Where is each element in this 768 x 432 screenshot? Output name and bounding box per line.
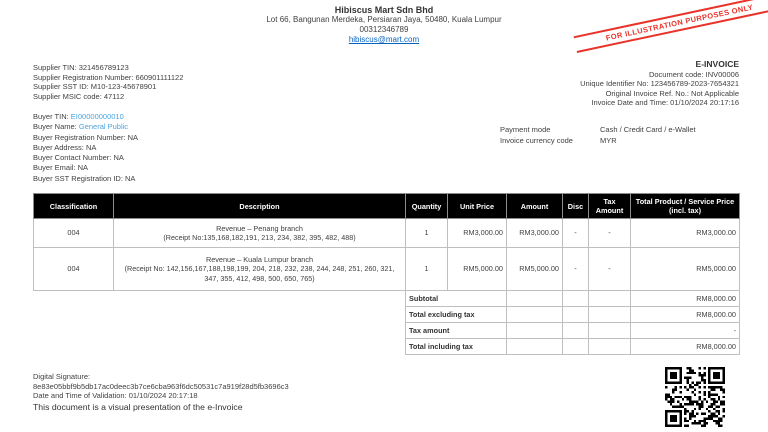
- table-header-row: [34, 194, 740, 219]
- buyer-name-label: Buyer Name:: [33, 122, 79, 132]
- cell-amount: RM5,000.00: [507, 248, 563, 291]
- buyer-sst-registration: [33, 174, 138, 184]
- cell-total: RM5,000.00: [631, 248, 740, 291]
- empty-cell: [563, 323, 589, 339]
- empty-cell: [507, 307, 563, 323]
- validation-date-time: Date and Time of Validation: 01/10/2024 20:17:18: [33, 391, 198, 401]
- buyer-email-label: Buyer Email:: [33, 163, 78, 173]
- col-amount: Amount: [507, 194, 563, 219]
- buyer-name: [33, 122, 138, 132]
- tax-amount-row: [34, 323, 740, 339]
- cell-unit-price: RM3,000.00: [448, 219, 507, 248]
- payment-mode-label: Payment mode: [500, 125, 551, 134]
- buyer-sst-value: NA: [124, 173, 136, 183]
- description-detail: (Receipt No:135,168,182,191, 213, 234, 382, 395, 482, 488): [163, 233, 356, 242]
- digital-signature-hash: 8e83e05bbf9b5db17ac0deec3b7ce6cba963f6dc50531c7a919f28d5fb3696c3: [33, 381, 289, 391]
- buyer-reg-label: Buyer Registration Number:: [33, 132, 128, 142]
- buyer-address: [33, 143, 138, 153]
- buyer-name-value: General Public: [78, 122, 129, 132]
- empty-cell: [563, 291, 589, 307]
- empty-cell: [589, 307, 631, 323]
- col-classification: Classification: [34, 194, 114, 219]
- currency-code-value: MYR: [600, 136, 617, 145]
- cell-amount: RM3,000.00: [507, 219, 563, 248]
- description-title: Revenue – Penang branch: [216, 223, 303, 233]
- tax-amount-value: -: [631, 323, 740, 339]
- buyer-reg-value: NA: [127, 132, 139, 142]
- total-including-tax-label: Total including tax: [406, 339, 507, 355]
- total-including-tax-row: [34, 339, 740, 355]
- qr-code: [665, 367, 725, 427]
- empty-cell: [589, 339, 631, 355]
- buyer-tin: [33, 112, 138, 122]
- description-detail: (Receipt No: 142,156,167,188,198,199, 204, 218, 232, 238, 244, 248, 251, 260, 321, 347, 355, 412, 498, 500, 650, 765): [124, 264, 395, 283]
- table-row: [34, 219, 740, 248]
- buyer-info: [33, 112, 138, 184]
- supplier-sst-id: Supplier SST ID: M10-123-45678901: [33, 82, 157, 92]
- total-including-tax-value: RM8,000.00: [631, 339, 740, 355]
- cell-tax-amount: -: [589, 248, 631, 291]
- buyer-email: [33, 163, 138, 173]
- col-description: Description: [114, 194, 406, 219]
- line-items-table: [33, 193, 740, 355]
- empty-cell: [507, 339, 563, 355]
- cell-classification: 004: [34, 219, 114, 248]
- col-quantity: Quantity: [406, 194, 448, 219]
- blank-cell: [34, 307, 406, 323]
- cell-classification: 004: [34, 248, 114, 291]
- payment-mode-row: [500, 124, 696, 135]
- supplier-info: [33, 63, 183, 101]
- illustration-stamp: FOR ILLUSTRATION PURPOSES ONLY: [574, 0, 768, 53]
- digital-signature-label: Digital Signature:: [33, 372, 91, 381]
- company-phone: 00312346789: [359, 25, 409, 34]
- subtotal-row: [34, 291, 740, 307]
- unique-identifier: Unique Identifier No: 123456789-2023-7654321: [580, 79, 739, 89]
- footer: [33, 372, 289, 413]
- buyer-sst-label: Buyer SST Registration ID:: [33, 173, 125, 183]
- cell-tax-amount: -: [589, 219, 631, 248]
- cell-description: [114, 248, 406, 291]
- tax-amount-label: Tax amount: [406, 323, 507, 339]
- payment-mode-value: Cash / Credit Card / e-Wallet: [600, 125, 696, 134]
- blank-cell: [34, 323, 406, 339]
- invoice-date-time: Invoice Date and Time: 01/10/2024 20:17:16: [591, 98, 739, 108]
- einvoice-title: E-INVOICE: [695, 59, 739, 69]
- supplier-registration-number: Supplier Registration Number: 660901111122: [33, 72, 184, 82]
- empty-cell: [589, 291, 631, 307]
- col-tax-amount: Tax Amount: [589, 194, 631, 219]
- subtotal-value: RM8,000.00: [631, 291, 740, 307]
- cell-disc: -: [563, 248, 589, 291]
- visual-presentation-note: This document is a visual presentation of the e-Invoice: [33, 402, 243, 413]
- cell-disc: -: [563, 219, 589, 248]
- einvoice-meta: [580, 60, 739, 108]
- qr-code-image: [665, 367, 725, 427]
- cell-description: [114, 219, 406, 248]
- buyer-email-value: NA: [77, 163, 89, 173]
- currency-code-row: [500, 135, 696, 146]
- blank-cell: [34, 339, 406, 355]
- description-title: Revenue – Kuala Lumpur branch: [205, 254, 314, 264]
- subtotal-label: Subtotal: [406, 291, 507, 307]
- company-email-link[interactable]: hibiscus@mart.com: [348, 35, 420, 44]
- empty-cell: [507, 323, 563, 339]
- col-total-price: Total Product / Service Price (incl. tax): [631, 194, 740, 219]
- document-code: Document code: INV00006: [648, 69, 739, 79]
- cell-quantity: 1: [406, 248, 448, 291]
- empty-cell: [563, 339, 589, 355]
- empty-cell: [589, 323, 631, 339]
- cell-quantity: 1: [406, 219, 448, 248]
- buyer-tin-value: EI00000000010: [70, 112, 124, 121]
- total-excluding-tax-value: RM8,000.00: [631, 307, 740, 323]
- original-invoice-ref: Original Invoice Ref. No.: Not Applicable: [605, 88, 739, 98]
- buyer-contact-number: [33, 153, 138, 163]
- total-excluding-tax-row: [34, 307, 740, 323]
- supplier-tin: Supplier TIN: 321456789123: [33, 63, 129, 72]
- buyer-address-label: Buyer Address:: [33, 142, 86, 152]
- currency-code-label: Invoice currency code: [500, 136, 573, 145]
- company-address: Lot 66, Bangunan Merdeka, Persiaran Jaya, 50480, Kuala Lumpur: [266, 15, 502, 24]
- blank-cell: [34, 291, 406, 307]
- col-disc: Disc: [563, 194, 589, 219]
- buyer-registration-number: [33, 133, 138, 143]
- table-row: [34, 248, 740, 291]
- total-excluding-tax-label: Total excluding tax: [406, 307, 507, 323]
- empty-cell: [507, 291, 563, 307]
- buyer-contact-value: NA: [113, 153, 124, 163]
- buyer-tin-label: Buyer TIN:: [33, 112, 71, 121]
- payment-info: [500, 124, 696, 146]
- buyer-contact-label: Buyer Contact Number:: [33, 153, 114, 163]
- empty-cell: [563, 307, 589, 323]
- buyer-address-value: NA: [85, 142, 97, 152]
- cell-total: RM3,000.00: [631, 219, 740, 248]
- col-unit-price: Unit Price: [448, 194, 507, 219]
- cell-unit-price: RM5,000.00: [448, 248, 507, 291]
- company-name: Hibiscus Mart Sdn Bhd: [334, 5, 434, 15]
- supplier-msic-code: Supplier MSIC code: 47112: [33, 91, 125, 101]
